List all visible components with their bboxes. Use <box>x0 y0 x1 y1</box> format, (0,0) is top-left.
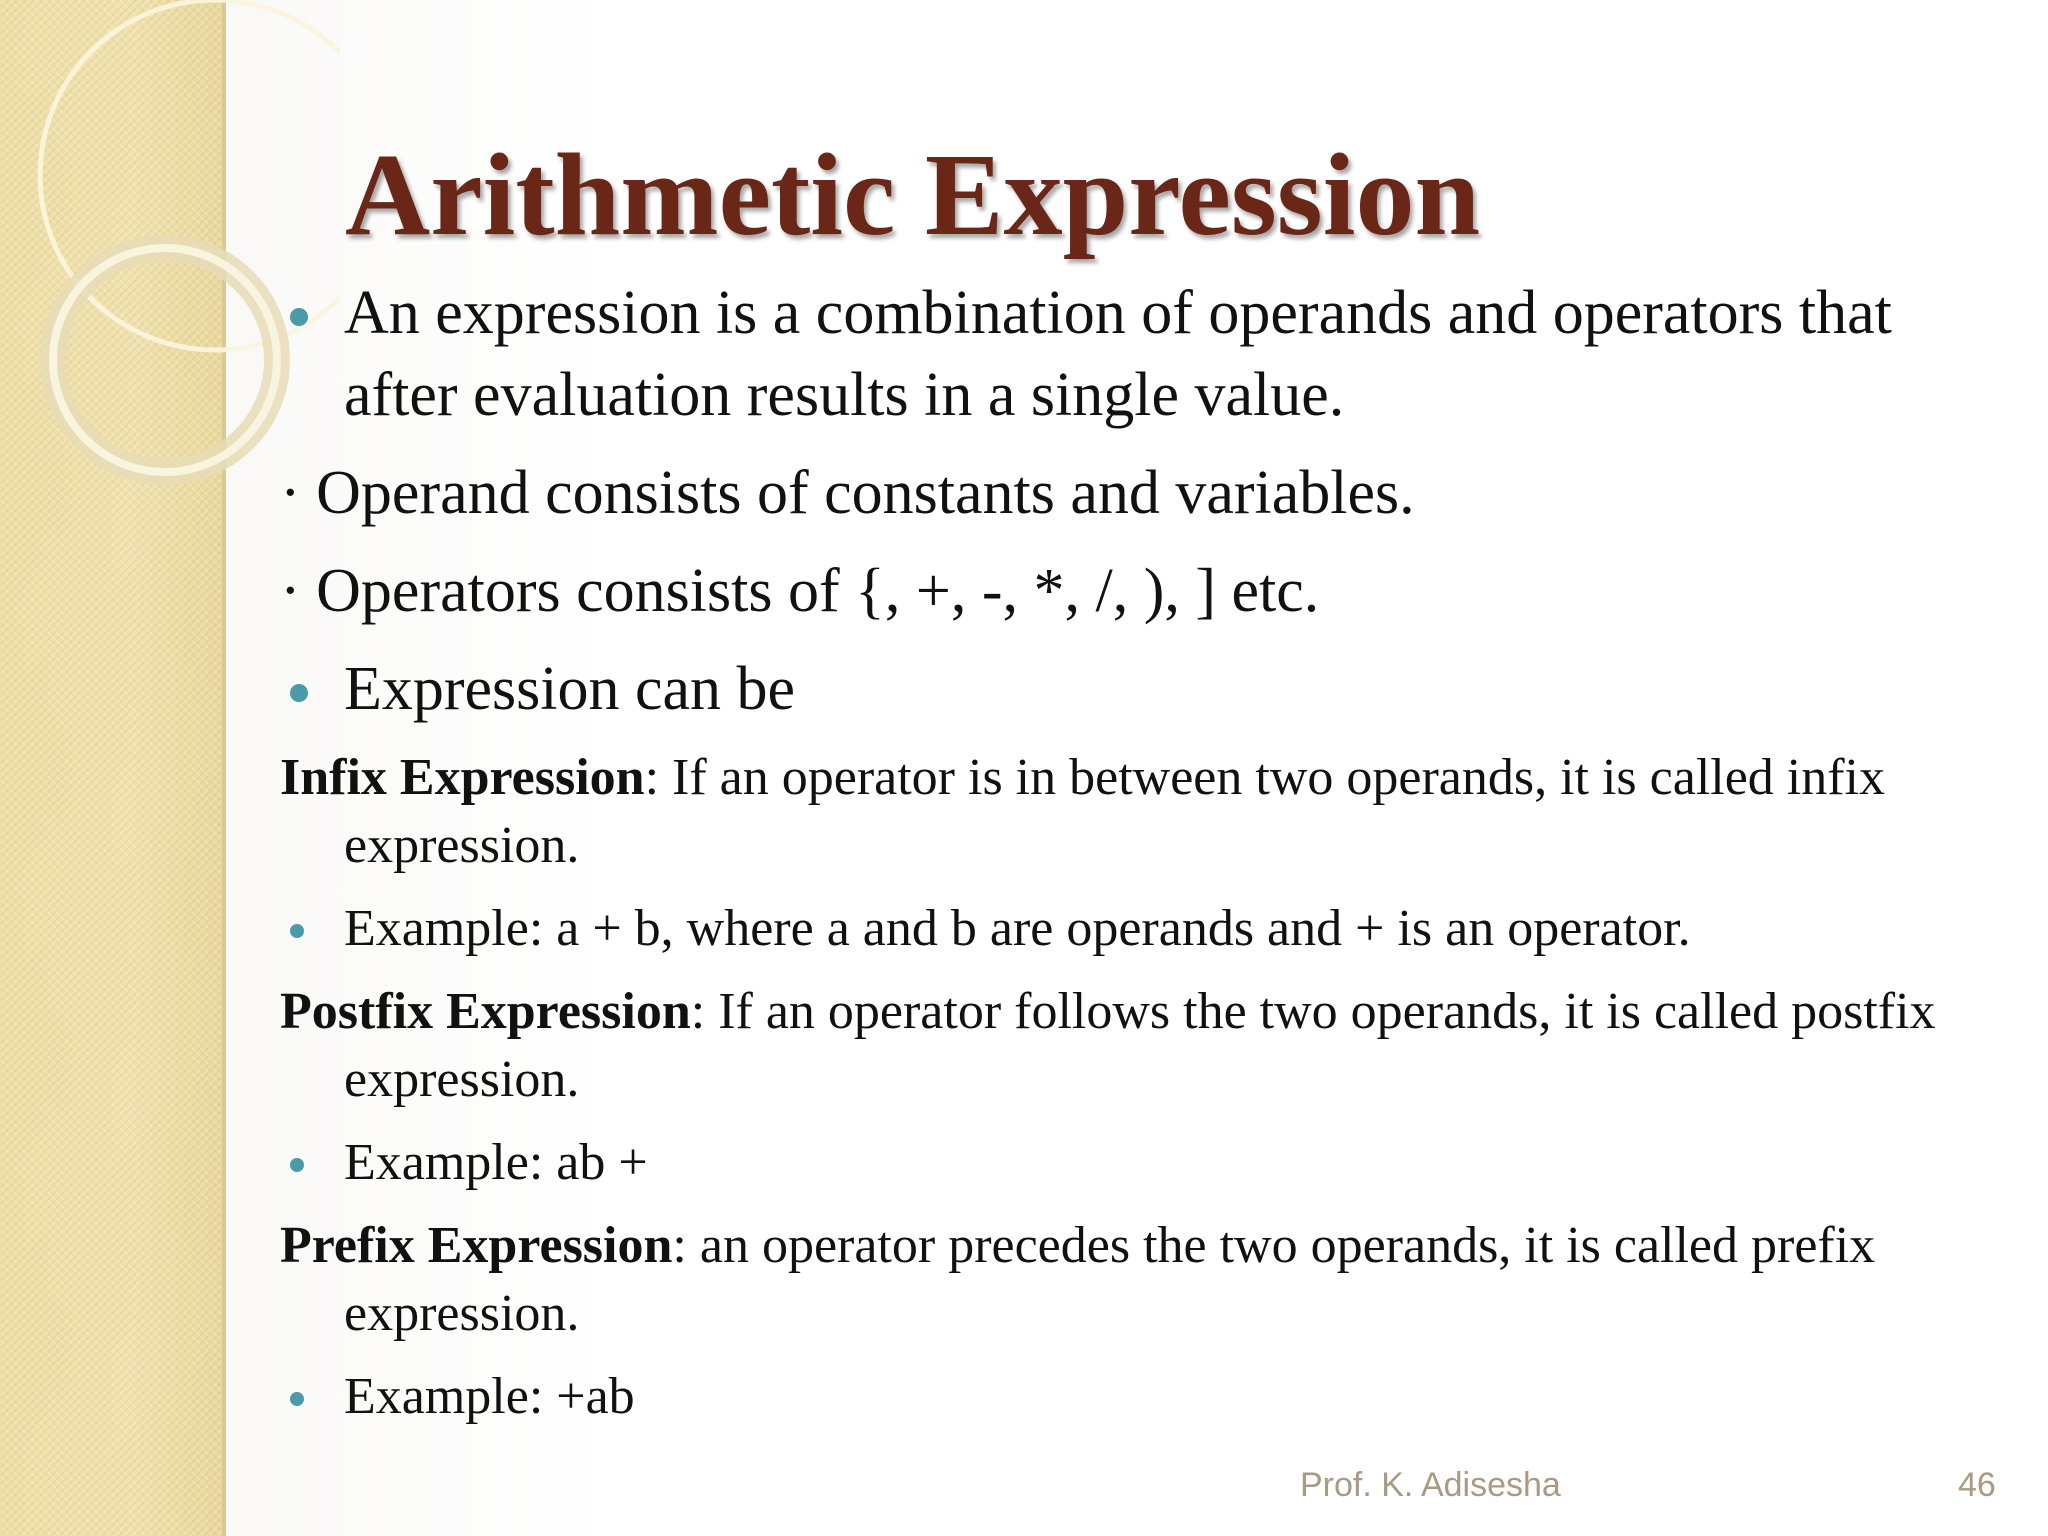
bullet-item <box>280 272 1980 436</box>
definition-term: Prefix Expression <box>280 1217 673 1274</box>
bullet-dot-icon <box>290 308 308 326</box>
example-item <box>280 1362 1980 1432</box>
dot-item <box>280 550 1980 632</box>
bullet-dot-icon <box>290 1392 304 1406</box>
bullet-dot-icon <box>290 924 304 938</box>
definition-text: : If an operator is in between two operands, it is called infix expression. <box>344 749 1886 874</box>
definition-text: : an operator precedes the two operands, it is called prefix expression. <box>344 1217 1876 1342</box>
definition-text: : If an operator follows the two operands, it is called postfix expression. <box>344 983 1936 1108</box>
footer-author: Prof. K. Adisesha <box>1300 1466 1561 1504</box>
dot-item-text: · Operand consists of constants and variables. <box>280 459 1415 527</box>
bullet-item <box>280 648 1980 730</box>
definition-term: Infix Expression <box>280 749 645 806</box>
example-text: Example: +ab <box>344 1368 635 1425</box>
example-text: Example: a + b, where a and b are operands and + is an operator. <box>344 900 1691 957</box>
bullet-dot-icon <box>290 1158 304 1172</box>
bullet-text: Expression can be <box>344 655 796 723</box>
definition-postfix <box>280 978 1980 1114</box>
bullet-dot-icon <box>290 684 308 702</box>
page-number: 46 <box>1958 1466 1996 1504</box>
dot-item <box>280 452 1980 534</box>
example-item <box>280 894 1980 964</box>
example-item <box>280 1128 1980 1198</box>
definition-infix <box>280 744 1980 880</box>
example-text: Example: ab + <box>344 1134 648 1191</box>
slide-body <box>280 272 1980 1432</box>
slide-title: Arithmetic Expression <box>345 129 1481 260</box>
definition-prefix <box>280 1212 1980 1348</box>
definition-term: Postfix Expression <box>280 983 691 1040</box>
dot-item-text: · Operators consists of {, +, -, *, /, ), ] etc. <box>280 557 1320 625</box>
bullet-text: An expression is a combination of operands and operators that after evaluation results in a single value. <box>344 279 1892 429</box>
